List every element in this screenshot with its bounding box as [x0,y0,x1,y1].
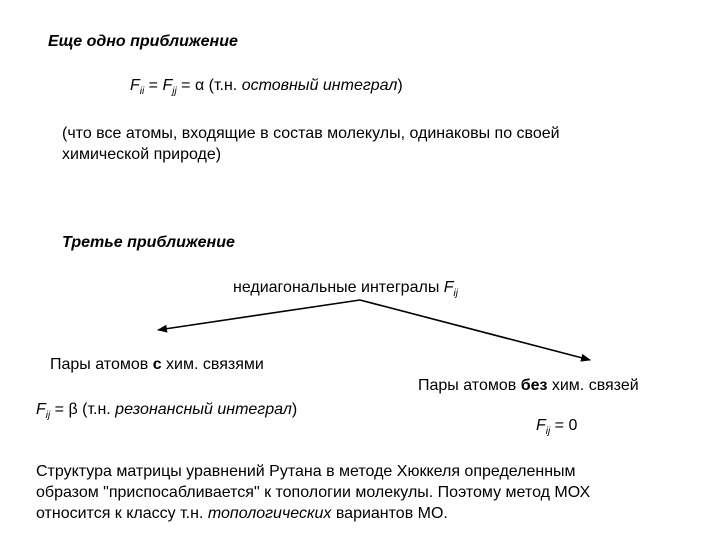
arrow-left [158,300,360,330]
pairs-with-bonds-label [50,355,264,375]
conclusion-line3 [36,504,448,524]
pairs-post: хим. связями [161,356,264,373]
heading-another-approximation: Еще одно приближение [48,33,238,50]
pairs-pre: Пары атомов [418,377,521,394]
equation-resonance-integral [36,400,297,426]
eq-symbol-f: F [130,77,140,94]
arrow-right [360,300,590,360]
conclusion-line2: образом "приспосабливается" к топологии молекулы. Поэтому метод МОХ [36,484,591,501]
conclusion-line1: Структура матрицы уравнений Рутана в методе Хюккеля определенным [36,463,576,480]
eq-symbol-f: F [443,279,454,296]
pairs-without-bonds-label [418,376,639,396]
beta-symbol: β [68,401,78,418]
eq-zero-rest: = 0 [550,417,578,434]
heading-third-approximation: Третье приближение [62,234,235,251]
core-integral-name: остовный интеграл [241,77,398,94]
resonance-integral-name: резонансный интеграл [115,401,292,418]
pairs-bold-without: без [520,377,548,394]
paren-open: (т.н. [204,77,242,94]
eq-subscript-ij: ij [545,426,551,437]
eq-sign: = [144,77,163,94]
eq-subscript-ij: ij [45,410,51,421]
eq-sign: = [176,77,195,94]
pairs-post: хим. связей [547,377,639,394]
eq-symbol-f: F [162,77,173,94]
paren-close: ) [397,77,403,94]
alpha-symbol: α [194,77,205,94]
eq-subscript-ii: ii [139,86,145,97]
conclusion-line3-pre: относится к классу т.н. [36,505,208,522]
eq-symbol-f: F [36,401,46,418]
eq-sign: = [50,401,69,418]
offdiagonal-text: недиагональные интегралы [233,279,444,296]
pairs-pre: Пары атомов [50,356,153,373]
topological-term: топологических [207,505,332,522]
note-atoms-identical-line1: (что все атомы, входящие в состав молекулы, одинаковы по своей [62,125,560,142]
equation-zero [536,416,577,442]
note-atoms-identical-line2: химической природе) [62,146,222,163]
eq-symbol-f: F [536,417,546,434]
paren-open: (т.н. [77,401,116,418]
paren-close: ) [291,401,298,418]
eq-subscript-jj: jj [172,86,177,97]
eq-subscript-ij: ij [453,288,458,299]
conclusion-line3-post: вариантов МО. [331,505,448,522]
pairs-bold-with: с [152,356,162,373]
